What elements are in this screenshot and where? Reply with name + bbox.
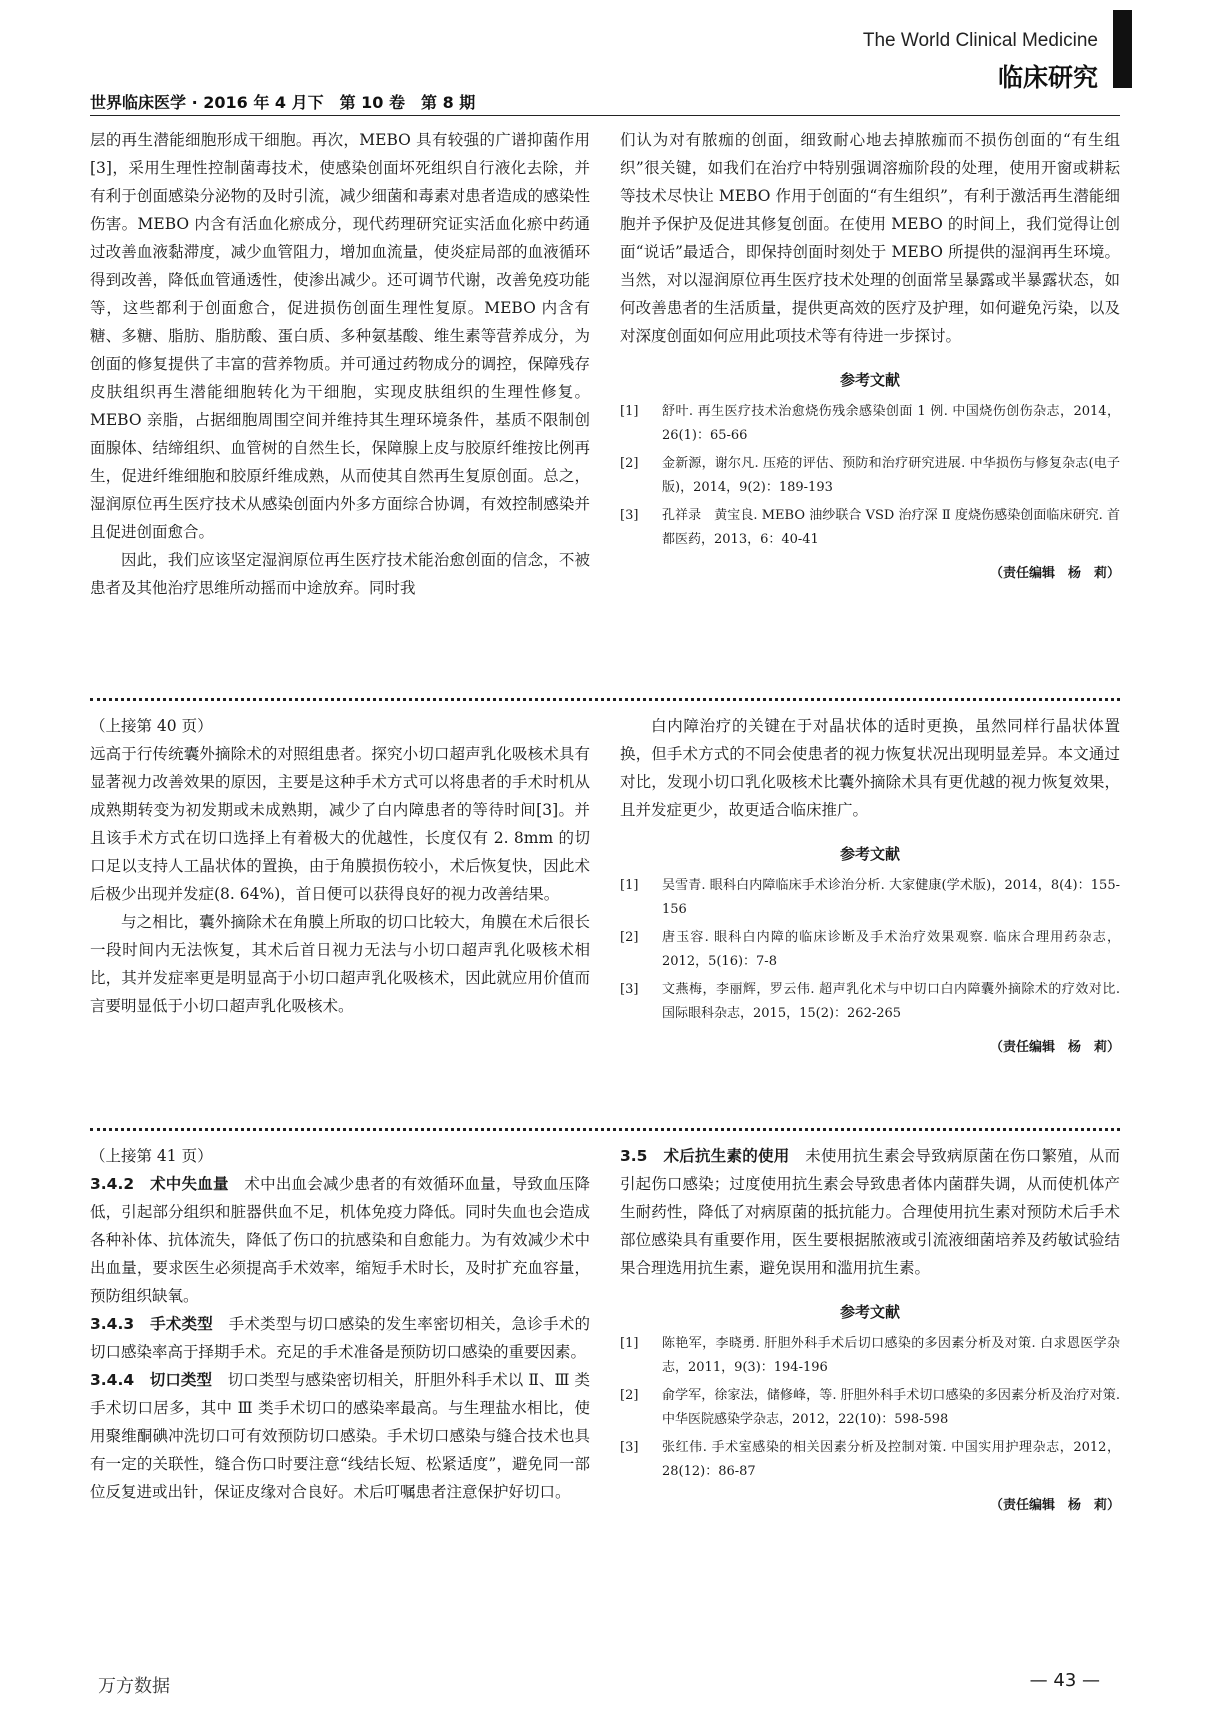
references-heading: 参考文献 — [839, 845, 900, 863]
responsible-editor: （责任编辑 杨 莉） — [989, 566, 1120, 581]
continued-note: （上接第 40 页） — [90, 717, 213, 735]
block3-right-column — [620, 1142, 1120, 1520]
header-black-bar — [1113, 10, 1132, 88]
reference-item: [1] 吴雪青. 眼科白内障临床手术诊治分析. 大家健康(学术版)，2014，8(4)：155-156 — [620, 878, 1120, 917]
page-number: — 43 — — [1029, 1670, 1100, 1691]
block1-left-column — [90, 126, 590, 602]
block2-left-column — [90, 712, 590, 1020]
body-paragraph: 白内障治疗的关键在于对晶状体的适时更换，虽然同样行晶状体置换，但手术方式的不同会使患者的视力恢复状况出现明显差异。本文通过对比，发现小切口乳化吸核术比囊外摘除术具有更优越的视力恢复效果，且并发症更少，故更适合临床推广。 — [620, 717, 1120, 819]
body-paragraph: 层的再生潜能细胞形成干细胞。再次，MEBO 具有较强的广谱抑菌作用[3]，采用生理性控制菌毒技术，使感染创面坏死组织自行液化去除，并有利于创面感染分泌物的及时引流，减少细菌和毒素对患者造成的感染性伤害。MEBO 内含有活血化瘀成分，现代药理研究证实活血化瘀中药通过改善血液黏滞度，减少血管阻力，增加血流量，使炎症局部的血液循环得到改善，降低血管通透性，使渗出减少。还可调节代谢，改善免疫功能等，这些都利于创面愈合，促进损伤创面生理性复原。MEBO 内含有糖、多糖、脂肪、脂肪酸、蛋白质、多种氨基酸、维生素等营养成分，为创面的修复提供了丰富的营养物质。并可通过药物成分的调控，保障残存皮肤组织再生潜能细胞转化为干细胞，实现皮肤组织的生理性修复。MEBO 亲脂，占据细胞周围空间并维持其生理环境条件，基质不限制创面腺体、结缔组织、血管树的自然生长，保障腺上皮与胶原纤维按比例再生，促进纤维细胞和胶原纤维成熟，从而使其自然再生复原创面。总之，湿润原位再生医疗技术从感染创面内外多方面综合协调，有效控制感染并且促进创面愈合。 — [90, 131, 590, 541]
reference-item: [2] 俞学军，徐家法，储修峰，等. 肝胆外科手术切口感染的多因素分析及治疗对策. 中华医院感染学杂志，2012，22(10)：598-598 — [620, 1388, 1120, 1427]
section-divider — [90, 698, 1120, 701]
subsection-paragraph: 3.5 术后抗生素的使用 未使用抗生素会导致病原菌在伤口繁殖，从而引起伤口感染；过度使用抗生素会导致患者体内菌群失调，从而使机体产生耐药性，降低了对病原菌的抵抗能力。合理使用抗生素对预防术后手术部位感染具有重要作用，医生要根据脓液或引流液细菌培养及药敏试验结果合理选用抗生素，避免误用和滥用抗生素。 — [620, 1147, 1120, 1277]
body-paragraph: 因此，我们应该坚定湿润原位再生医疗技术能治愈创面的信念，不被患者及其他治疗思维所动摇而中途放弃。同时我 — [90, 551, 590, 597]
section-title: 临床研究 — [997, 63, 1098, 92]
responsible-editor: （责任编辑 杨 莉） — [989, 1040, 1120, 1055]
responsible-editor: （责任编辑 杨 莉） — [989, 1498, 1120, 1513]
reference-item: [2] 金新源，谢尔凡. 压疮的评估、预防和治疗研究进展. 中华损伤与修复杂志(电子版)，2014，9(2)：189-193 — [620, 456, 1120, 495]
block3-left-column — [90, 1142, 590, 1506]
section-divider — [90, 1128, 1120, 1131]
continued-note: （上接第 41 页） — [90, 1147, 213, 1165]
wanfang-watermark: 万方数据 — [98, 1676, 170, 1697]
reference-item: [1] 陈艳军，李晓勇. 肝胆外科手术后切口感染的多因素分析及对策. 白求恩医学杂志，2011，9(3)：194-196 — [620, 1336, 1120, 1375]
body-paragraph: 与之相比，囊外摘除术在角膜上所取的切口比较大，角膜在术后很长一段时间内无法恢复，其术后首日视力无法与小切口超声乳化吸核术相比，其并发症率更是明显高于小切口超声乳化吸核术，因此就应用价值而言要明显低于小切口超声乳化吸核术。 — [90, 913, 590, 1015]
block1-right-column — [620, 126, 1120, 588]
block2-right-column — [620, 712, 1120, 1062]
subsection-paragraph: 3.4.3 手术类型 手术类型与切口感染的发生率密切相关，急诊手术的切口感染率高于择期手术。充足的手术准备是预防切口感染的重要因素。 — [90, 1315, 590, 1361]
header-rule — [90, 115, 1120, 116]
journal-issue-line: 世界临床医学 · 2016 年 4 月下 第 10 卷 第 8 期 — [90, 93, 476, 112]
reference-item: [1] 舒叶. 再生医疗技术治愈烧伤残余感染创面 1 例. 中国烧伤创伤杂志，2014，26(1)：65-66 — [620, 404, 1120, 443]
reference-item: [3] 孔祥录 黄宝良. MEBO 油纱联合 VSD 治疗深 Ⅱ 度烧伤感染创面临床研究. 首都医药，2013，6：40-41 — [620, 508, 1120, 547]
journal-english-title: The World Clinical Medicine — [862, 30, 1098, 51]
subsection-paragraph: 3.4.4 切口类型 切口类型与感染密切相关，肝胆外科手术以 Ⅱ、Ⅲ 类手术切口居多，其中 Ⅲ 类手术切口的感染率最高。与生理盐水相比，使用聚维酮碘冲洗切口可有效预防切口感染。手术切口感染与缝合技术也具有一定的关联性，缝合伤口时要注意“线结长短、松紧适度”，避免同一部位反复进或出针，保证皮缘对合良好。术后叮嘱患者注意保护好切口。 — [90, 1371, 590, 1501]
reference-item: [3] 张红伟. 手术室感染的相关因素分析及控制对策. 中国实用护理杂志，2012，28(12)：86-87 — [620, 1440, 1120, 1479]
references-heading: 参考文献 — [839, 1303, 900, 1321]
reference-item: [3] 文燕梅，李丽辉，罗云伟. 超声乳化术与中切口白内障囊外摘除术的疗效对比. 国际眼科杂志，2015，15(2)：262-265 — [620, 982, 1120, 1021]
references-heading: 参考文献 — [839, 371, 900, 389]
subsection-paragraph: 3.4.2 术中失血量 术中出血会减少患者的有效循环血量，导致血压降低，引起部分组织和脏器供血不足，机体免疫力降低。同时失血也会造成各种补体、抗体流失，降低了伤口的抗感染和自愈能力。为有效减少术中出血量，要求医生必须提高手术效率，缩短手术时长，及时扩充血容量，预防组织缺氧。 — [90, 1175, 590, 1305]
reference-item: [2] 唐玉容. 眼科白内障的临床诊断及手术治疗效果观察. 临床合理用药杂志，2012，5(16)：7-8 — [620, 930, 1120, 969]
body-paragraph: 远高于行传统囊外摘除术的对照组患者。探究小切口超声乳化吸核术具有显著视力改善效果的原因，主要是这种手术方式可以将患者的手术时机从成熟期转变为初发期或未成熟期，减少了白内障患者的等待时间[3]。并且该手术方式在切口选择上有着极大的优越性，长度仅有 2. 8mm 的切口足以支持人工晶状体的置换，由于角膜损伤较小，术后恢复快，因此术后极少出现并发症(8. 64%)，首日便可以获得良好的视力改善结果。 — [90, 745, 590, 903]
body-paragraph: 们认为对有脓痂的创面，细致耐心地去掉脓痂而不损伤创面的“有生组织”很关键，如我们在治疗中特别强调溶痂阶段的处理，使用开窗或耕耘等技术尽快让 MEBO 作用于创面的“有生组织”，有利于激活再生潜能细胞并予保护及促进其修复创面。在使用 MEBO 的时间上，我们觉得让创面“说话”最适合，即保持创面时刻处于 MEBO 所提供的湿润再生环境。当然，对以湿润原位再生医疗技术处理的创面常呈暴露或半暴露状态，如何改善患者的生活质量，提供更高效的医疗及护理，如何避免污染，以及对深度创面如何应用此项技术等有待进一步探讨。 — [620, 131, 1120, 345]
